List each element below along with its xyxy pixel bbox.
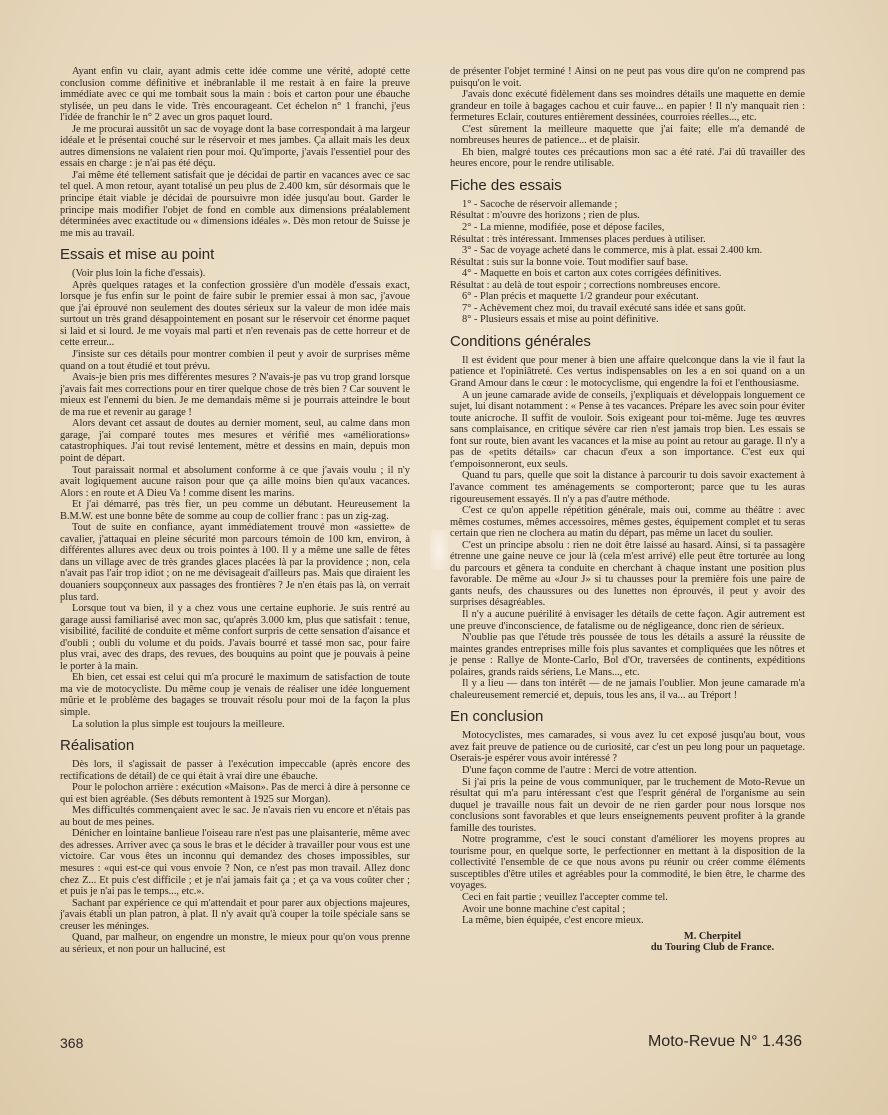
- paragraph: (Voir plus loin la fiche d'essais).: [72, 268, 206, 280]
- paragraph: Tout paraissait normal et absolument conforme à ce que j'avais voulu ; il n'y avait logiquement aucune raison pour que ça aille moins bien qu'aux vacances. Alors : en route et A Dieu Va ! comme disent les marins.: [60, 464, 410, 499]
- paragraph: Eh bien, malgré toutes ces précautions mon sac a été raté. J'ai dû travailler des heures encore, pour le rendre utilisable.: [450, 146, 805, 170]
- list-item: Résultat : suis sur la bonne voie. Tout modifier sauf base.: [450, 256, 689, 268]
- paragraph: Notre programme, c'est le souci constant d'améliorer les moyens propres au tourisme pour, en quelque sorte, le perfectionner en mettant à la disposition de la collectivité l'ensemble de ce que nous avons pu réunir ou créer comme éléments susceptibles d'être utiles et agréables pour la commodité, le bien être, le charme des voyages.: [450, 834, 805, 892]
- section-heading-fiche: Fiche des essais: [450, 176, 562, 194]
- list-item: 3° - Sac de voyage acheté dans le commerce, mis à plat. essai 2.400 km.: [462, 245, 763, 257]
- paragraph: Ceci en fait partie ; veuillez l'accepter comme tel.: [462, 892, 668, 903]
- paragraph: A un jeune camarade avide de conseils, j'expliquais et développais longuement ce sujet, lui disant notamment : « Pense à tes vacances. Prépare les avec soin pour éviter toute anicroche. Il suffit de vouloir. Sois exigeant pour toi-même. Juge tes œuvres sans complaisance, en critique sévère car rien n'est jamais trop bien. Les essais se font sur route, bien avant les vacances et la mise au point au retour au garage. Il n'y a pas de «petits détails» car chacun d'eux a son importance. C'est eux qui t'empoisonneront, eux seuls.: [450, 389, 805, 470]
- paragraph: Il n'y a aucune puérilité à envisager les détails de cette façon. Agir autrement est une preuve d'inconscience, de fatalisme ou de négligeance, donc rien de sérieux.: [450, 608, 805, 632]
- paragraph: D'une façon comme de l'autre : Merci de votre attention.: [462, 764, 697, 776]
- right-column: [450, 66, 805, 954]
- paragraph: Dès lors, il s'agissait de passer à l'exécution impeccable (après encore des rectifications de détail) de ce qui était à vrai dire une ébauche.: [60, 759, 410, 782]
- paragraph: Si j'ai pris la peine de vous communiquer, par le truchement de Moto-Revue un résultat qui m'a paru intéressant c'est que l'esprit général de l'organisme au sein duquel je travaille nous fait un devoir de ne rien garder pour nous lorsque nos conclusions sont favorables et que leurs enseignements peuvent profiter à la grande famille des touristes.: [450, 776, 805, 834]
- paragraph: J'avais donc exécuté fidèlement dans ses moindres détails une maquette en demie grandeur en toile à bagages cachou et cuir fauve... en papier ! Il n'y manquait rien : fermetures Eclair, coutures entièrement dessinées, courroies réelles..., etc.: [450, 89, 805, 124]
- list-item: 8° - Plusieurs essais et mise au point définitive.: [462, 314, 659, 326]
- section-heading-essais: Essais et mise au point: [60, 246, 215, 264]
- paragraph: C'est un principe absolu : rien ne doit être laissé au hasard. Ainsi, si ta passagère étrenne une gaine neuve ce jour là (cela m'est arrivé) elle peut être torturée au long du parcours et gênera ta conduite en cherchant à chaque instant une position plus favorable. De même au «Jour J» si tu chausses pour la première fois une paire de gants neufs, des chaussures ou des lunettes non éprouvés, il peut y avoir des surprises désagréables.: [450, 539, 805, 609]
- section-heading-conclusion: En conclusion: [450, 708, 544, 726]
- paragraph: J'insiste sur ces détails pour montrer combien il peut y avoir de surprises même quand on a tout étudié et tout prévu.: [60, 349, 410, 372]
- list-item: 2° - La mienne, modifiée, pose et dépose faciles,: [462, 222, 665, 234]
- page-number: 368: [60, 1035, 84, 1051]
- paragraph: La même, bien équipée, c'est encore mieux.: [462, 915, 644, 927]
- paragraph: Tout de suite en confiance, ayant immédiatement trouvé mon «assiette» de cavalier, j'attaquai en pleine sécurité mon parcours témoin de 100 km, environ, à différentes allures avec deux ou trois pointes à 100. Il y a même une salle de fêtes dans un village avec de très grandes glaces placées là par la providence ; non, cela n'avait pas l'air trop idiot ; on ne me dévisageait d'ailleurs pas. Mais que diraient les douaniers soupçonneux aux passages des frontières ? Je n'en étais pas là, on verrait plus tard.: [60, 522, 410, 603]
- paragraph: Avais-je bien pris mes différentes mesures ? N'avais-je pas vu trop grand lorsque j'avais fait mes corrections pour en tirer quelque chose de très bien ? Car souvent le mieux est l'ennemi du bien. Je me demandais même si je pourrais atteindre le bout de ma rue et revenir au garage !: [60, 372, 410, 418]
- paragraph: Il y a lieu — dans ton intérêt — de ne jamais l'oublier. Mon jeune camarade m'a chaleureusement remercié et, depuis, tous les ans, il va... au Tréport !: [450, 678, 805, 701]
- list-item: Résultat : m'ouvre des horizons ; rien de plus.: [450, 210, 640, 222]
- essais-list: [450, 199, 805, 326]
- paragraph: J'ai même été tellement satisfait que je décidai de partir en vacances avec ce sac tel quel. A mon retour, ayant totalisé un peu plus de 2.400 km, sûr désormais que le principe était viable je décidai de poursuivre mon idée jusqu'au bout. Garder le principe mais modifier l'objet de fond en comble aux dimensions préalablement déterminées avec exactitude ou « dimensions idéales ». Dès mon retour de Suisse je me mis au travail.: [60, 169, 410, 239]
- author-signature: [450, 931, 805, 954]
- left-column: [60, 66, 410, 955]
- paragraph: C'est ce qu'on appelle répétition générale, mais oui, comme au théâtre : avec mêmes costumes, mêmes accessoires, mêmes gestes, équipement complet et tu seras certain que rien ne clochera au matin du départ, pas même un lacet du soulier.: [450, 505, 805, 540]
- list-item: 6° - Plan précis et maquette 1/2 grandeur pour exécutant.: [462, 291, 699, 303]
- paragraph: Sachant par expérience ce qui m'attendait et pour parer aux objections majeures, j'avais établi un plan patron, à plat. Il n'y avait qu'à couper la toile spéciale sans se creuser les méninges.: [60, 897, 410, 932]
- section-heading-realisation: Réalisation: [60, 737, 135, 755]
- paragraph: de présenter l'objet terminé ! Ainsi on ne peut pas vous dire qu'on ne comprend pas puisqu'on le voit.: [450, 66, 805, 89]
- list-item: 1° - Sacoche de réservoir allemande ;: [462, 198, 618, 210]
- paragraph: Dénicher en lointaine banlieue l'oiseau rare n'est pas une plaisanterie, même avec des adresses. Arriver avec ça sous le bras et le décider à travailler pour vous est une victoire. Car vous êtes un inconnu qui demandez des choses impossibles, sur mesures : «qui est-ce qui vous envoie ? Non, ce n'est pas mon travail. Allez donc chez Z... Et puis c'est difficile ; et je n'ai jamais fait ça ; et ça va vous coûter cher ; et puis je n'ai pas le temps..., etc.».: [60, 828, 410, 898]
- paragraph: Je me procurai aussitôt un sac de voyage dont la base correspondait à ma largeur idéale et le présentai couché sur le réservoir et mes jambes. Ça allait mais les deux autres dimensions ne valaient rien pour moi. Qu'importe, j'avais l'essentiel pour des essais en charge : je n'ai pas été déçu.: [60, 123, 410, 170]
- paper-fold-mark: [430, 530, 448, 570]
- author-organization: du Touring Club de France.: [650, 942, 775, 954]
- paragraph: Quand, par malheur, on engendre un monstre, le mieux pour qu'on vous prenne au sérieux, et non pour un halluciné, est: [60, 932, 410, 955]
- paragraph: Avoir une bonne machine c'est capital ;: [462, 903, 626, 915]
- paragraph: Et j'ai démarré, pas très fier, un peu comme un débutant. Heureusement la B.M.W. est une bonne bête de somme au coup de collier franc : pas un zig-zag.: [60, 499, 410, 522]
- author-name: M. Cherpitel: [683, 930, 742, 942]
- paragraph: Pour le polochon arrière : exécution «Maison». Pas de merci à dire à personne ce qui est bien agréable. (Ses débuts remontent à 1925 sur Morgan).: [60, 782, 410, 805]
- paragraph: Quand tu pars, quelle que soit la distance à parcourir tu dois savoir exactement à l'avance comment tes aménagements se comporteront; parce que tu les auras rigoureusement essayés. Il n'y a pas d'autre méthode.: [450, 470, 805, 505]
- list-item: Résultat : très intéressant. Immenses places perdues à utiliser.: [450, 233, 706, 245]
- list-item: Résultat : au delà de tout espoir ; corrections nombreuses encore.: [450, 279, 721, 291]
- paragraph: Il est évident que pour mener à bien une affaire quelconque dans la vie il faut la patience et l'opiniâtreté. Ces vertus indispensables on les a en soi quand on a un Grand Amour dans le cœur : le motocyclisme, qui engendre la foi et l'enthousiasme.: [450, 354, 805, 390]
- list-item: 4° - Maquette en bois et carton aux cotes corrigées définitives.: [462, 268, 722, 280]
- paragraph: Alors devant cet assaut de doutes au dernier moment, seul, au calme dans mon garage, j'ai comparé toutes mes mesures et vérifié mes «améliorations» catastrophiques. J'ai tout revisé lentement, mètre et dessins en main, depuis mon point de départ.: [60, 418, 410, 464]
- paragraph: Après quelques ratages et la confection grossière d'un modèle d'essais exact, lorsque je fus enfin sur le point de faire subir le premier essai à mon sac, j'avoue que j'ai éprouvé non seulement des doutes sérieux sur la valeur de mon idée mais surtout un très grand désappointement en posant sur le réservoir cet énorme paquet si laid et si lourd. Je me voyais mal parti et n'en revenais pas de cette horreur et de cette erreur...: [60, 279, 410, 349]
- list-item: 7° - Achèvement chez moi, du travail exécuté sans idée et sans goût.: [462, 302, 747, 314]
- paragraph: La solution la plus simple est toujours la meilleure.: [72, 718, 285, 730]
- section-heading-conditions: Conditions générales: [450, 332, 591, 350]
- paragraph: Lorsque tout va bien, il y a chez vous une certaine euphorie. Je suis rentré au garage aussi familiarisé avec mon sac, qu'après 3.000 km, plus que satisfait : tenue, visibilité, facilité de conduite et même confort surpris de cette sensation d'aisance et d'oubli ; oubli du volume et du poids. J'avais bourré et tassé mon sac, pour faire plus vrai, avec des draps, des revues, des bouquins au point que je pouvais à peine le porter à la main.: [60, 603, 410, 672]
- paragraph: N'oublie pas que l'étude très poussée de tous les détails a assuré la réussite de maintes grandes entreprises mille fois plus savantes et compliquées que les nôtres et je pense : Rallye de Monte-Carlo, Bol d'Or, traversées de continents, expéditions polaires, grands raids sériens, Le Mans..., etc.: [450, 632, 805, 678]
- paragraph: Mes difficultés commençaient avec le sac. Je n'avais rien vu encore et n'étais pas au bout de mes peines.: [60, 805, 410, 828]
- paragraph: C'est sûrement la meilleure maquette que j'ai faite; elle m'a demandé de nombreuses heures de patience... et de plaisir.: [450, 123, 805, 147]
- paragraph: Ayant enfin vu clair, ayant admis cette idée comme une vérité, adopté cette conclusion comme définitive et inébranlable il me restait à en faire la preuve immédiate avec ce qui me tombait sous la main : bois et carton pour une ébauche stylisée, un peu dans le vide. Très encourageant. Cet échelon n° 1 franchi, j'eus l'idée de franchir le n° 2 avec un gros paquet lourd.: [60, 66, 410, 124]
- paragraph: Eh bien, cet essai est celui qui m'a procuré le maximum de satisfaction de toute ma vie de motocycliste. Du même coup je venais de réaliser une idée longuement mûrie et le problème des bagages se trouvait résolu pour moi de la façon la plus simple.: [60, 672, 410, 718]
- magazine-issue: Moto-Revue N° 1.436: [647, 1033, 802, 1050]
- paragraph: Motocyclistes, mes camarades, si vous avez lu cet exposé jusqu'au bout, vous avez fait preuve de patience ou de curiosité, car c'est un peu long pour un paquetage. Oserais-je espérer vous avoir intéressé ?: [450, 730, 805, 765]
